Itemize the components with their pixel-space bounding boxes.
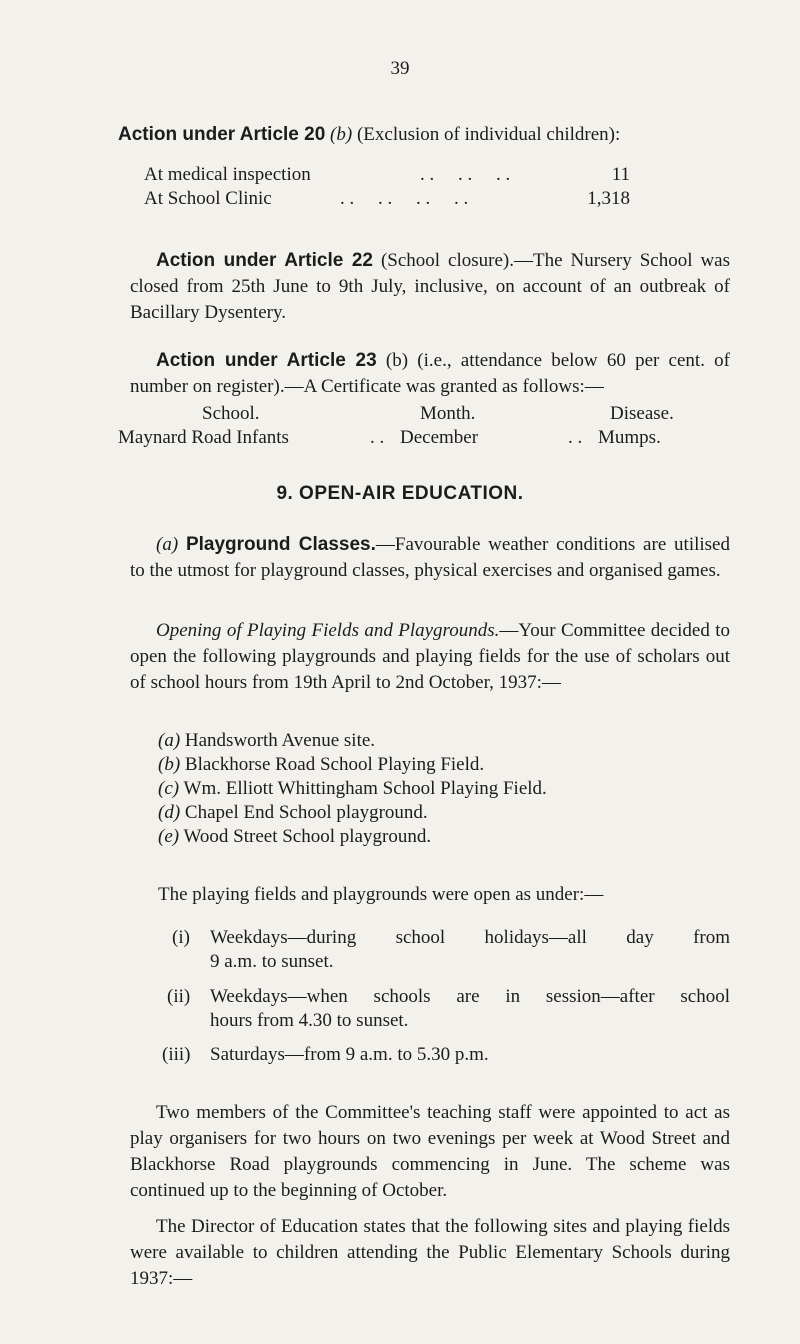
art20-row-value: 11 bbox=[611, 164, 630, 185]
open-times-line: Saturdays—from 9 a.m. to 5.30 p.m. bbox=[210, 1044, 489, 1065]
article-20-heading-line bbox=[118, 122, 620, 148]
list-marker: (b) bbox=[158, 754, 181, 775]
list-item bbox=[158, 752, 484, 778]
article-20-rest: (Exclusion of individual children): bbox=[356, 124, 621, 145]
open-times-marker: (i) bbox=[172, 927, 190, 948]
article-23-paragraph bbox=[130, 348, 730, 400]
section-9-title: 9. OPEN-AIR EDUCATION. bbox=[276, 483, 524, 504]
article-23-text: (b) (i.e., attendance below 60 per cent. of number on register).—A Certificate was granted as follows:— bbox=[130, 350, 730, 397]
article-22-text: (School closure).—The Nursery School was closed from 25th June to 9th July, inclusive, on account of an outbreak of Bacillary Dysentery. bbox=[130, 250, 731, 323]
playground-heading: Playground Classes. bbox=[185, 534, 376, 555]
list-text: Wood Street School playground. bbox=[183, 826, 432, 847]
open-times-line: Weekdays—during school holidays—all day from bbox=[210, 927, 730, 948]
article-20-sub: (b) bbox=[330, 124, 353, 145]
list-text: Blackhorse Road School Playing Field. bbox=[184, 754, 485, 775]
certificate-disease: Mumps. bbox=[598, 427, 661, 448]
playground-paragraph bbox=[130, 532, 730, 584]
list-marker: (c) bbox=[158, 778, 180, 799]
certificate-school: Maynard Road Infants bbox=[118, 427, 289, 448]
list-item bbox=[158, 728, 375, 754]
open-times-line: 9 a.m. to sunset. bbox=[210, 951, 334, 972]
list-text: Chapel End School playground. bbox=[184, 802, 428, 823]
opening-paragraph bbox=[130, 618, 730, 696]
article-20-heading: Action under Article 20 bbox=[118, 124, 326, 145]
list-text: Handsworth Avenue site. bbox=[184, 730, 376, 751]
list-item bbox=[158, 824, 431, 850]
list-text: Wm. Elliott Whittingham School Playing Field. bbox=[183, 778, 547, 799]
list-marker: (d) bbox=[158, 802, 181, 823]
list-item bbox=[158, 800, 428, 826]
col-disease-header: Disease. bbox=[610, 403, 674, 424]
art20-row-dots: . . . . . . bbox=[420, 164, 511, 185]
playground-marker: (a) bbox=[156, 534, 179, 555]
organisers-paragraph: Two members of the Committee's teaching staff were appointed to act as play organisers for two hours on two evenings per week at Wood Street and Blackhorse Road playgrounds commencing in June. The scheme was continued up to the beginning of October. bbox=[130, 1102, 730, 1201]
page-number: 39 bbox=[390, 58, 410, 79]
list-marker: (a) bbox=[158, 730, 181, 751]
director-paragraph: The Director of Education states that the following sites and playing fields were available to children attending the Public Elementary Schools during 1937:— bbox=[130, 1216, 730, 1289]
article-23-heading: Action under Article 23 bbox=[156, 350, 377, 371]
art20-row-dots: . . . . . . . . bbox=[340, 188, 469, 209]
open-times-line: hours from 4.30 to sunset. bbox=[210, 1010, 409, 1031]
open-times-marker: (iii) bbox=[162, 1044, 191, 1065]
certificate-dots: . . bbox=[370, 427, 385, 448]
article-22-paragraph bbox=[130, 248, 730, 326]
open-times-marker: (ii) bbox=[167, 986, 191, 1007]
article-22-heading: Action under Article 22 bbox=[156, 250, 373, 271]
list-item bbox=[158, 776, 547, 802]
playground-text: —Favourable weather conditions are utilised to the utmost for playground classes, physical exercises and organised games. bbox=[130, 534, 730, 581]
open-times-line: Weekdays—when schools are in session—after school bbox=[210, 986, 730, 1007]
certificate-dots: . . bbox=[568, 427, 583, 448]
art20-row-label: At School Clinic bbox=[144, 188, 272, 209]
art20-row-label: At medical inspection bbox=[144, 164, 311, 185]
col-month-header: Month. bbox=[420, 403, 476, 424]
col-school-header: School. bbox=[202, 403, 260, 424]
list-marker: (e) bbox=[158, 826, 180, 847]
opening-text: —Your Committee decided to open the following playgrounds and playing fields for the use of scholars out of school hours from 19th April to 2nd October, 1937:— bbox=[130, 620, 731, 693]
art20-row-value: 1,318 bbox=[587, 188, 630, 209]
opening-heading: Opening of Playing Fields and Playgrounds. bbox=[156, 620, 500, 641]
open-times-intro: The playing fields and playgrounds were open as under:— bbox=[158, 884, 604, 905]
certificate-month: December bbox=[400, 427, 479, 448]
